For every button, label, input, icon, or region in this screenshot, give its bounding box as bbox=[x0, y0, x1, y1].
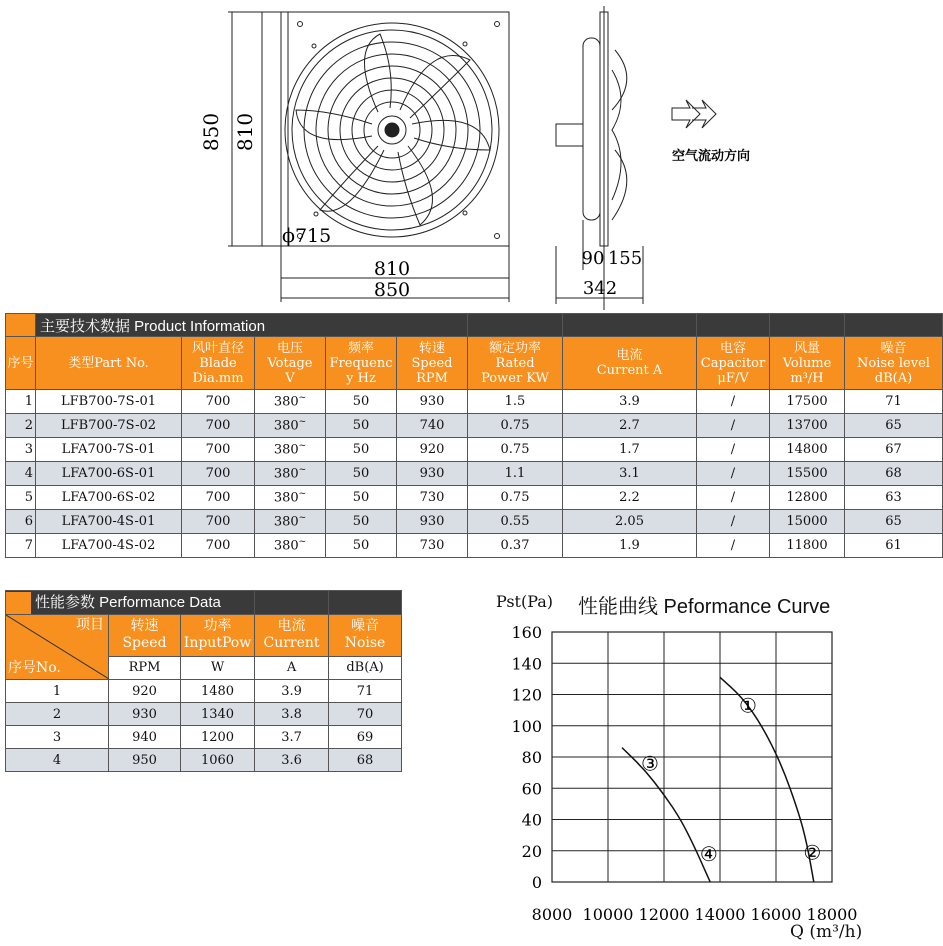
product-cell-noise: 68 bbox=[845, 462, 943, 486]
product-cell-power: 0.75 bbox=[468, 438, 563, 462]
product-header-0: 序号 bbox=[6, 337, 36, 390]
unit-current: A bbox=[255, 656, 329, 679]
product-cell-current: 2.2 bbox=[563, 486, 697, 510]
product-cell-freq: 50 bbox=[326, 534, 397, 558]
product-cell-dia: 700 bbox=[182, 390, 255, 414]
product-cell-part: LFA700-4S-02 bbox=[36, 534, 182, 558]
performance-cell-current: 3.7 bbox=[255, 726, 329, 749]
performance-cell-no: 3 bbox=[6, 726, 109, 749]
product-cell-part: LFB700-7S-02 bbox=[36, 414, 182, 438]
performance-cell-current: 3.6 bbox=[255, 749, 329, 772]
performance-row bbox=[6, 680, 402, 703]
product-cell-no: 4 bbox=[6, 462, 36, 486]
product-header-6: 额定功率 Rated Power KW bbox=[468, 337, 563, 390]
product-header-4: 频率 Frequenc y Hz bbox=[326, 337, 397, 390]
curve-marker-label: ② bbox=[803, 840, 822, 865]
product-cell-freq: 50 bbox=[326, 414, 397, 438]
product-row bbox=[6, 462, 943, 486]
chart-ylabel: Pst(Pa) bbox=[496, 592, 554, 611]
product-cell-freq: 50 bbox=[326, 510, 397, 534]
product-cell-dia: 700 bbox=[182, 510, 255, 534]
product-cell-current: 3.9 bbox=[563, 390, 697, 414]
dim-front-width-outer: 850 bbox=[373, 279, 411, 301]
product-cell-freq: 50 bbox=[326, 438, 397, 462]
product-cell-power: 0.55 bbox=[468, 510, 563, 534]
product-rows bbox=[6, 390, 943, 558]
dim-front-height-outer: 850 bbox=[199, 112, 223, 152]
performance-cell-noise: 68 bbox=[329, 749, 402, 772]
product-cell-dia: 700 bbox=[182, 462, 255, 486]
curve-marker-label: ③ bbox=[641, 751, 659, 776]
product-cell-power: 1.1 bbox=[468, 462, 563, 486]
performance-cell-current: 3.8 bbox=[255, 703, 329, 726]
product-cell-speed: 740 bbox=[397, 414, 468, 438]
product-header-9: 风量 Volume m³/H bbox=[770, 337, 845, 390]
product-cell-noise: 65 bbox=[845, 510, 943, 534]
x-tick-label: 10000 bbox=[582, 905, 634, 924]
product-cell-cap: / bbox=[697, 534, 770, 558]
product-cell-volt: 380~ bbox=[255, 390, 326, 414]
curve-marker-label: ④ bbox=[699, 841, 718, 866]
performance-cell-no: 1 bbox=[6, 680, 109, 703]
product-cell-power: 1.5 bbox=[468, 390, 563, 414]
y-tick-label: 100 bbox=[511, 716, 542, 736]
product-cell-no: 3 bbox=[6, 438, 36, 462]
performance-rows bbox=[6, 680, 402, 772]
product-cell-cap: / bbox=[697, 414, 770, 438]
product-cell-noise: 67 bbox=[845, 438, 943, 462]
product-cell-volt: 380~ bbox=[255, 534, 326, 558]
product-cell-freq: 50 bbox=[326, 390, 397, 414]
y-tick-label: 80 bbox=[521, 748, 542, 767]
product-cell-current: 1.9 bbox=[563, 534, 697, 558]
product-cell-volume: 17500 bbox=[770, 390, 845, 414]
product-cell-noise: 63 bbox=[845, 486, 943, 510]
curve-marker-label: ① bbox=[739, 693, 757, 718]
performance-cell-power: 1480 bbox=[181, 680, 255, 703]
product-cell-no: 2 bbox=[6, 414, 36, 438]
y-tick-label: 60 bbox=[521, 779, 542, 799]
product-cell-freq: 50 bbox=[326, 462, 397, 486]
product-cell-volt: 380~ bbox=[255, 438, 326, 462]
product-cell-cap: / bbox=[697, 462, 770, 486]
product-cell-dia: 700 bbox=[182, 486, 255, 510]
performance-curve-chart bbox=[490, 620, 940, 945]
product-cell-speed: 730 bbox=[397, 486, 468, 510]
product-cell-no: 1 bbox=[6, 390, 36, 414]
product-cell-power: 0.37 bbox=[468, 534, 563, 558]
product-cell-part: LFA700-6S-02 bbox=[36, 486, 182, 510]
dim-front-height-inner: 810 bbox=[233, 112, 257, 152]
product-cell-speed: 730 bbox=[397, 534, 468, 558]
product-cell-volume: 11800 bbox=[770, 534, 845, 558]
product-cell-cap: / bbox=[697, 486, 770, 510]
performance-cell-noise: 71 bbox=[329, 680, 402, 703]
y-tick-label: 20 bbox=[521, 841, 542, 861]
product-cell-volt: 380~ bbox=[255, 510, 326, 534]
product-header-3: 电压 Votage V bbox=[255, 337, 326, 390]
y-tick-label: 0 bbox=[531, 873, 542, 892]
product-cell-speed: 930 bbox=[397, 462, 468, 486]
chart-xlabel: Q (m³/h) bbox=[790, 922, 863, 942]
product-cell-speed: 930 bbox=[397, 510, 468, 534]
performance-data-table: 性能参数 Performance Data 项目 序号No. 转速 Speed 功率 InputPow 电流 Current 噪音 Noise RPM W A dB(A) 1 920 1480 3.9 71 2 930 1340 3.8 70 3 940 1200 3.7 69 4 950 1060 3.6 68 bbox=[5, 590, 402, 772]
product-cell-cap: / bbox=[697, 390, 770, 414]
product-cell-volume: 14800 bbox=[770, 438, 845, 462]
product-info-banner: 主要技术数据 Product Information bbox=[36, 314, 468, 337]
x-tick-label: 16000 bbox=[750, 905, 802, 924]
product-header-5: 转速 Speed RPM bbox=[397, 337, 468, 390]
product-cell-cap: / bbox=[697, 438, 770, 462]
product-cell-part: LFB700-7S-01 bbox=[36, 390, 182, 414]
y-tick-label: 140 bbox=[511, 654, 542, 674]
dim-side-a: 90 bbox=[581, 248, 605, 269]
product-cell-part: LFA700-4S-01 bbox=[36, 510, 182, 534]
product-cell-power: 0.75 bbox=[468, 486, 563, 510]
product-cell-current: 2.7 bbox=[563, 414, 697, 438]
y-tick-label: 160 bbox=[511, 623, 542, 642]
product-cell-noise: 61 bbox=[845, 534, 943, 558]
product-header-7: 电流 Current A bbox=[563, 337, 697, 390]
dim-side-depth: 342 bbox=[582, 278, 618, 299]
product-header-8: 电容 Capacitor μF/V bbox=[697, 337, 770, 390]
product-header-10: 噪音 Noise level dB(A) bbox=[845, 337, 943, 390]
performance-cell-power: 1200 bbox=[181, 726, 255, 749]
curve-series-1 bbox=[720, 677, 814, 882]
unit-noise: dB(A) bbox=[329, 656, 402, 679]
product-cell-freq: 50 bbox=[326, 486, 397, 510]
product-cell-volume: 13700 bbox=[770, 414, 845, 438]
product-cell-volt: 380~ bbox=[255, 486, 326, 510]
product-cell-speed: 920 bbox=[397, 438, 468, 462]
unit-power: W bbox=[181, 656, 255, 679]
product-cell-noise: 65 bbox=[845, 414, 943, 438]
performance-cell-speed: 950 bbox=[109, 749, 181, 772]
dim-front-width-inner: 810 bbox=[373, 258, 411, 280]
airflow-direction-label: 空气流动方向 bbox=[672, 149, 751, 164]
performance-cell-no: 2 bbox=[6, 703, 109, 726]
performance-banner: 性能参数 Performance Data bbox=[6, 591, 255, 615]
product-cell-no: 6 bbox=[6, 510, 36, 534]
dim-diameter: ϕ715 bbox=[282, 225, 332, 247]
x-tick-label: 12000 bbox=[638, 905, 690, 924]
product-cell-cap: / bbox=[697, 510, 770, 534]
product-row bbox=[6, 486, 943, 510]
product-row bbox=[6, 414, 943, 438]
diagonal-header-cell bbox=[6, 615, 109, 680]
y-tick-label: 40 bbox=[521, 810, 542, 830]
product-cell-current: 1.7 bbox=[563, 438, 697, 462]
unit-speed: RPM bbox=[109, 656, 181, 679]
product-cell-current: 3.1 bbox=[563, 462, 697, 486]
chart-title: 性能曲线 Peformance Curve bbox=[578, 596, 831, 618]
product-cell-volt: 380~ bbox=[255, 462, 326, 486]
diag-top-label: 项目 bbox=[76, 617, 104, 634]
product-cell-no: 7 bbox=[6, 534, 36, 558]
product-header-1: 类型Part No. bbox=[36, 337, 182, 390]
product-cell-volume: 15500 bbox=[770, 462, 845, 486]
performance-cell-power: 1060 bbox=[181, 749, 255, 772]
performance-cell-noise: 70 bbox=[329, 703, 402, 726]
performance-row bbox=[6, 749, 402, 772]
product-row bbox=[6, 438, 943, 462]
product-header-row bbox=[6, 337, 943, 390]
performance-row bbox=[6, 726, 402, 749]
product-cell-speed: 930 bbox=[397, 390, 468, 414]
product-cell-dia: 700 bbox=[182, 534, 255, 558]
performance-cell-noise: 69 bbox=[329, 726, 402, 749]
dim-side-b: 155 bbox=[607, 248, 643, 269]
performance-cell-no: 4 bbox=[6, 749, 109, 772]
technical-drawing bbox=[0, 0, 943, 310]
product-info-table bbox=[5, 313, 943, 558]
performance-cell-current: 3.9 bbox=[255, 680, 329, 703]
product-cell-volume: 15000 bbox=[770, 510, 845, 534]
performance-cell-speed: 920 bbox=[109, 680, 181, 703]
product-cell-noise: 71 bbox=[845, 390, 943, 414]
curve-series-2 bbox=[622, 748, 710, 882]
product-cell-volume: 12800 bbox=[770, 486, 845, 510]
product-cell-current: 2.05 bbox=[563, 510, 697, 534]
product-cell-dia: 700 bbox=[182, 438, 255, 462]
x-tick-label: 8000 bbox=[531, 905, 573, 924]
diag-bottom-label: 序号No. bbox=[8, 660, 61, 677]
product-row bbox=[6, 510, 943, 534]
x-tick-label: 14000 bbox=[694, 905, 746, 924]
product-header-2: 风叶直径 Blade Dia.mm bbox=[182, 337, 255, 390]
product-cell-volt: 380~ bbox=[255, 414, 326, 438]
product-row bbox=[6, 390, 943, 414]
product-cell-part: LFA700-7S-01 bbox=[36, 438, 182, 462]
product-cell-power: 0.75 bbox=[468, 414, 563, 438]
performance-cell-speed: 940 bbox=[109, 726, 181, 749]
product-cell-part: LFA700-6S-01 bbox=[36, 462, 182, 486]
performance-cell-power: 1340 bbox=[181, 703, 255, 726]
y-tick-label: 120 bbox=[511, 685, 542, 705]
x-tick-label: 18000 bbox=[806, 905, 858, 924]
performance-cell-speed: 930 bbox=[109, 703, 181, 726]
product-cell-dia: 700 bbox=[182, 414, 255, 438]
product-row bbox=[6, 534, 943, 558]
product-cell-no: 5 bbox=[6, 486, 36, 510]
performance-row bbox=[6, 703, 402, 726]
